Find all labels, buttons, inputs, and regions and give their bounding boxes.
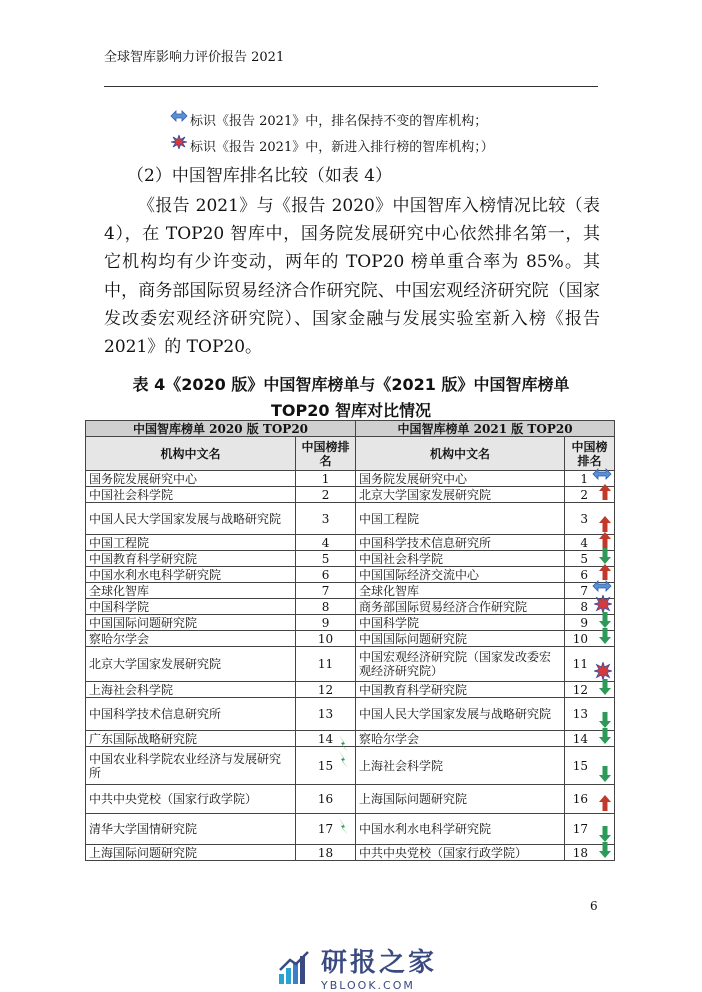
cell-name-2021 xyxy=(356,814,565,845)
table-row xyxy=(86,747,615,785)
bar-chart-logo-icon xyxy=(277,948,315,986)
table-row xyxy=(86,845,615,861)
up-arrow-icon xyxy=(592,794,612,812)
star-burst-icon xyxy=(170,135,188,149)
lightning-icon xyxy=(333,749,353,767)
table-row xyxy=(86,535,615,551)
legend-new xyxy=(190,136,494,155)
section-title: （2）中国智库排名比较（如表 4） xyxy=(127,166,393,186)
cell-name-2020-text: 国务院发展研究中心 xyxy=(89,471,198,486)
cell-name-2021 xyxy=(356,487,565,503)
cell-name-2020 xyxy=(86,845,296,861)
cell-name-2020-text: 中国科学技术信息研究所 xyxy=(89,707,222,721)
col-name-2020: 机构中文名 xyxy=(86,437,296,471)
cell-name-2021 xyxy=(356,731,565,747)
table-row xyxy=(86,631,615,647)
cell-name-2021-text: 国务院发展研究中心 xyxy=(359,471,468,486)
cell-name-2021 xyxy=(356,647,565,682)
cell-name-2021-text: 察哈尔学会 xyxy=(359,731,420,746)
watermark-text-cn: 研报之家 xyxy=(321,948,438,978)
cell-name-2020 xyxy=(86,599,296,615)
table-row xyxy=(86,599,615,615)
cell-rank-2020 xyxy=(296,647,356,682)
cell-rank-2021-text: 12 xyxy=(572,682,589,697)
comparison-table xyxy=(85,420,615,861)
cell-rank-2020-text: 16 xyxy=(317,792,334,806)
cell-name-2020-text: 中国科学院 xyxy=(89,599,150,614)
cell-name-2021-text: 中国科学院 xyxy=(359,615,420,630)
down-arrow-icon xyxy=(592,765,612,783)
col-name-2021: 机构中文名 xyxy=(356,437,565,471)
cell-rank-2020 xyxy=(296,535,356,551)
cell-rank-2020 xyxy=(296,682,356,698)
cell-name-2020 xyxy=(86,471,296,487)
cell-rank-2021-text: 9 xyxy=(580,615,589,630)
lightning-icon xyxy=(333,816,353,834)
running-header: 全球智库影响力评价报告 2021 xyxy=(104,50,285,65)
cell-rank-2020 xyxy=(296,615,356,631)
cell-rank-2021-text: 1 xyxy=(580,471,589,486)
table-caption-line2: TOP20 智库对比情况 xyxy=(270,401,432,420)
cell-rank-2020 xyxy=(296,551,356,567)
cell-rank-2020-text: 11 xyxy=(317,657,334,671)
cell-rank-2020 xyxy=(296,503,356,535)
table-row xyxy=(86,731,615,747)
paragraph-text: 《报告 2021》与《报告 2020》中国智库入榜情况比较（表 4），在 TOP20 智库中，国务院发展研究中心依然排名第一，其它机构均有少许变动，两年的 TOP20 榜单重合率为 85%。其中，商务部国际贸易经济合作研究院、中国宏观经济研究院（国家发改委宏观经济研究院）、国家金融与发展实验室新入榜《报告 2021》的 TOP20。 xyxy=(104,196,600,358)
table-row xyxy=(86,647,615,682)
col-rank-2021: 中国榜排名 xyxy=(565,437,615,471)
cell-rank-2020-text: 3 xyxy=(321,511,330,526)
cell-name-2021-text: 中国国际问题研究院 xyxy=(359,631,468,646)
cell-rank-2020-text: 14 xyxy=(317,731,334,746)
cell-rank-2020 xyxy=(296,814,356,845)
cell-rank-2020 xyxy=(296,567,356,583)
cell-rank-2021-text: 2 xyxy=(580,487,589,502)
cell-name-2020-text: 中国国际问题研究院 xyxy=(89,615,198,630)
cell-name-2020 xyxy=(86,731,296,747)
cell-rank-2021 xyxy=(565,682,615,698)
table-row xyxy=(86,551,615,567)
cell-name-2021-text: 中国人民大学国家发展与战略研究院 xyxy=(359,707,552,721)
cell-rank-2021-text: 13 xyxy=(572,707,589,721)
cell-rank-2021-text: 16 xyxy=(572,792,589,806)
cell-rank-2020 xyxy=(296,785,356,814)
cell-rank-2021-text: 7 xyxy=(580,583,589,598)
double-arrow-icon xyxy=(170,109,188,123)
cell-name-2020 xyxy=(86,698,296,731)
cell-name-2021 xyxy=(356,567,565,583)
col-rank-2020: 中国榜排名 xyxy=(296,437,356,471)
cell-rank-2020 xyxy=(296,747,356,785)
cell-rank-2020-text: 8 xyxy=(321,599,330,614)
cell-rank-2021 xyxy=(565,785,615,814)
cell-rank-2021 xyxy=(565,487,615,503)
cell-name-2021-text: 中国科学技术信息研究所 xyxy=(359,535,492,550)
cell-rank-2021 xyxy=(565,503,615,535)
cell-name-2021 xyxy=(356,845,565,861)
cell-name-2021-text: 中国工程院 xyxy=(359,511,420,526)
cell-rank-2021-text: 17 xyxy=(572,822,589,836)
cell-rank-2020 xyxy=(296,698,356,731)
cell-rank-2020 xyxy=(296,471,356,487)
cell-name-2021 xyxy=(356,682,565,698)
cell-rank-2020 xyxy=(296,599,356,615)
cell-name-2020-text: 上海社会科学院 xyxy=(89,682,174,697)
cell-name-2020-text: 清华大学国情研究院 xyxy=(89,822,198,836)
cell-name-2021 xyxy=(356,615,565,631)
cell-name-2021 xyxy=(356,535,565,551)
down-arrow-icon xyxy=(592,841,612,859)
cell-name-2021 xyxy=(356,747,565,785)
watermark-text-en: YBLOOK.COM xyxy=(321,979,415,992)
cell-name-2020-text: 上海国际问题研究院 xyxy=(89,845,198,860)
cell-name-2021-text: 中共中央党校（国家行政学院） xyxy=(359,845,528,860)
cell-rank-2021 xyxy=(565,814,615,845)
watermark-logo xyxy=(277,942,437,992)
cell-name-2021 xyxy=(356,785,565,814)
cell-name-2020-text: 全球化智库 xyxy=(89,583,150,598)
down-arrow-icon xyxy=(592,678,612,696)
cell-name-2021 xyxy=(356,503,565,535)
cell-rank-2021-text: 8 xyxy=(580,599,589,614)
cell-name-2021 xyxy=(356,599,565,615)
cell-name-2020 xyxy=(86,615,296,631)
cell-rank-2020-text: 6 xyxy=(321,567,330,582)
legend-new-text: 标识《报告 2021》中，新进入排行榜的智库机构；） xyxy=(190,140,494,155)
cell-name-2020 xyxy=(86,487,296,503)
group-2020-label: 中国智库榜单 2020 版 TOP20 xyxy=(86,421,356,437)
cell-rank-2020 xyxy=(296,631,356,647)
cell-name-2021-text: 中国水利水电科学研究院 xyxy=(359,822,492,836)
down-arrow-icon xyxy=(592,627,612,645)
cell-name-2020-text: 中共中央党校（国家行政学院） xyxy=(89,792,258,806)
table-row xyxy=(86,814,615,845)
cell-name-2020 xyxy=(86,647,296,682)
cell-name-2021 xyxy=(356,583,565,599)
cell-rank-2020 xyxy=(296,845,356,861)
cell-rank-2021 xyxy=(565,845,615,861)
cell-rank-2020-text: 2 xyxy=(321,487,330,502)
cell-rank-2021 xyxy=(565,731,615,747)
cell-rank-2020-text: 15 xyxy=(317,758,334,773)
cell-rank-2020-text: 18 xyxy=(317,845,334,860)
cell-name-2021-text: 上海社会科学院 xyxy=(359,758,444,773)
cell-name-2021-text: 中国国际经济交流中心 xyxy=(359,567,480,582)
cell-rank-2020-text: 5 xyxy=(321,551,330,566)
cell-rank-2020-text: 17 xyxy=(317,822,334,836)
cell-name-2021-text: 商务部国际贸易经济合作研究院 xyxy=(359,599,528,614)
cell-name-2021 xyxy=(356,551,565,567)
cell-rank-2020-text: 4 xyxy=(321,535,330,550)
table-row xyxy=(86,503,615,535)
cell-name-2020 xyxy=(86,503,296,535)
table-column-header xyxy=(86,437,615,471)
cell-rank-2020 xyxy=(296,487,356,503)
table-row xyxy=(86,682,615,698)
cell-rank-2020 xyxy=(296,583,356,599)
cell-rank-2021 xyxy=(565,698,615,731)
cell-name-2020 xyxy=(86,682,296,698)
table-row xyxy=(86,785,615,814)
table-row xyxy=(86,615,615,631)
cell-rank-2021-text: 15 xyxy=(572,758,589,773)
cell-rank-2021-text: 11 xyxy=(572,657,589,671)
cell-name-2021 xyxy=(356,631,565,647)
cell-name-2021-text: 上海国际问题研究院 xyxy=(359,792,468,806)
cell-rank-2021 xyxy=(565,631,615,647)
cell-name-2020 xyxy=(86,535,296,551)
cell-rank-2021-text: 3 xyxy=(580,511,589,526)
cell-rank-2020-text: 10 xyxy=(317,631,334,646)
cell-name-2020-text: 中国农业科学院农业经济与发展研究所 xyxy=(89,751,282,780)
table-row xyxy=(86,698,615,731)
cell-name-2020 xyxy=(86,583,296,599)
down-arrow-icon xyxy=(592,727,612,745)
table-group-header xyxy=(86,421,615,437)
cell-name-2020-text: 中国教育科学研究院 xyxy=(89,551,198,566)
table-row xyxy=(86,487,615,503)
cell-name-2020 xyxy=(86,551,296,567)
cell-name-2020-text: 中国水利水电科学研究院 xyxy=(89,567,222,582)
cell-name-2020-text: 中国人民大学国家发展与战略研究院 xyxy=(89,511,282,526)
cell-name-2020 xyxy=(86,567,296,583)
cell-rank-2020-text: 13 xyxy=(317,707,334,721)
cell-rank-2020-text: 9 xyxy=(321,615,330,630)
cell-rank-2020-text: 12 xyxy=(317,682,334,697)
cell-name-2021-text: 北京大学国家发展研究院 xyxy=(359,487,492,502)
table-row xyxy=(86,471,615,487)
table-caption-line1: 表 4《2020 版》中国智库榜单与《2021 版》中国智库榜单 xyxy=(132,375,570,394)
cell-name-2020-text: 中国社会科学院 xyxy=(89,487,174,502)
cell-name-2021-text: 中国社会科学院 xyxy=(359,551,444,566)
cell-name-2020 xyxy=(86,631,296,647)
cell-rank-2021-text: 18 xyxy=(572,845,589,860)
cell-name-2020-text: 察哈尔学会 xyxy=(89,631,150,646)
cell-rank-2021-text: 14 xyxy=(572,731,589,746)
cell-rank-2021-text: 6 xyxy=(580,567,589,582)
body-paragraph xyxy=(104,192,600,361)
cell-rank-2021 xyxy=(565,747,615,785)
cell-rank-2021 xyxy=(565,647,615,682)
group-2021-label: 中国智库榜单 2021 版 TOP20 xyxy=(356,421,615,437)
cell-name-2020-text: 中国工程院 xyxy=(89,535,150,550)
cell-name-2021 xyxy=(356,471,565,487)
cell-rank-2020 xyxy=(296,731,356,747)
cell-rank-2021-text: 10 xyxy=(572,631,589,646)
up-arrow-icon xyxy=(592,483,612,501)
legend-keep-text: 标识《报告 2021》中，排名保持不变的智库机构； xyxy=(190,114,488,129)
cell-rank-2021-text: 5 xyxy=(580,551,589,566)
cell-name-2020-text: 北京大学国家发展研究院 xyxy=(89,657,222,671)
cell-rank-2020-text: 1 xyxy=(321,471,330,486)
header-rule xyxy=(104,86,598,87)
cell-name-2020 xyxy=(86,785,296,814)
legend-keep xyxy=(190,110,487,129)
cell-name-2021-text: 全球化智库 xyxy=(359,583,420,598)
page-number: 6 xyxy=(590,899,598,913)
cell-name-2020-text: 广东国际战略研究院 xyxy=(89,731,198,746)
cell-name-2021 xyxy=(356,698,565,731)
cell-name-2020 xyxy=(86,814,296,845)
cell-name-2021-text: 中国宏观经济研究院（国家发改委宏观经济研究院） xyxy=(359,650,552,678)
cell-rank-2021-text: 4 xyxy=(580,535,589,550)
cell-rank-2020-text: 7 xyxy=(321,583,330,598)
table-row xyxy=(86,583,615,599)
table-row xyxy=(86,567,615,583)
cell-name-2020 xyxy=(86,747,296,785)
cell-name-2021-text: 中国教育科学研究院 xyxy=(359,682,468,697)
